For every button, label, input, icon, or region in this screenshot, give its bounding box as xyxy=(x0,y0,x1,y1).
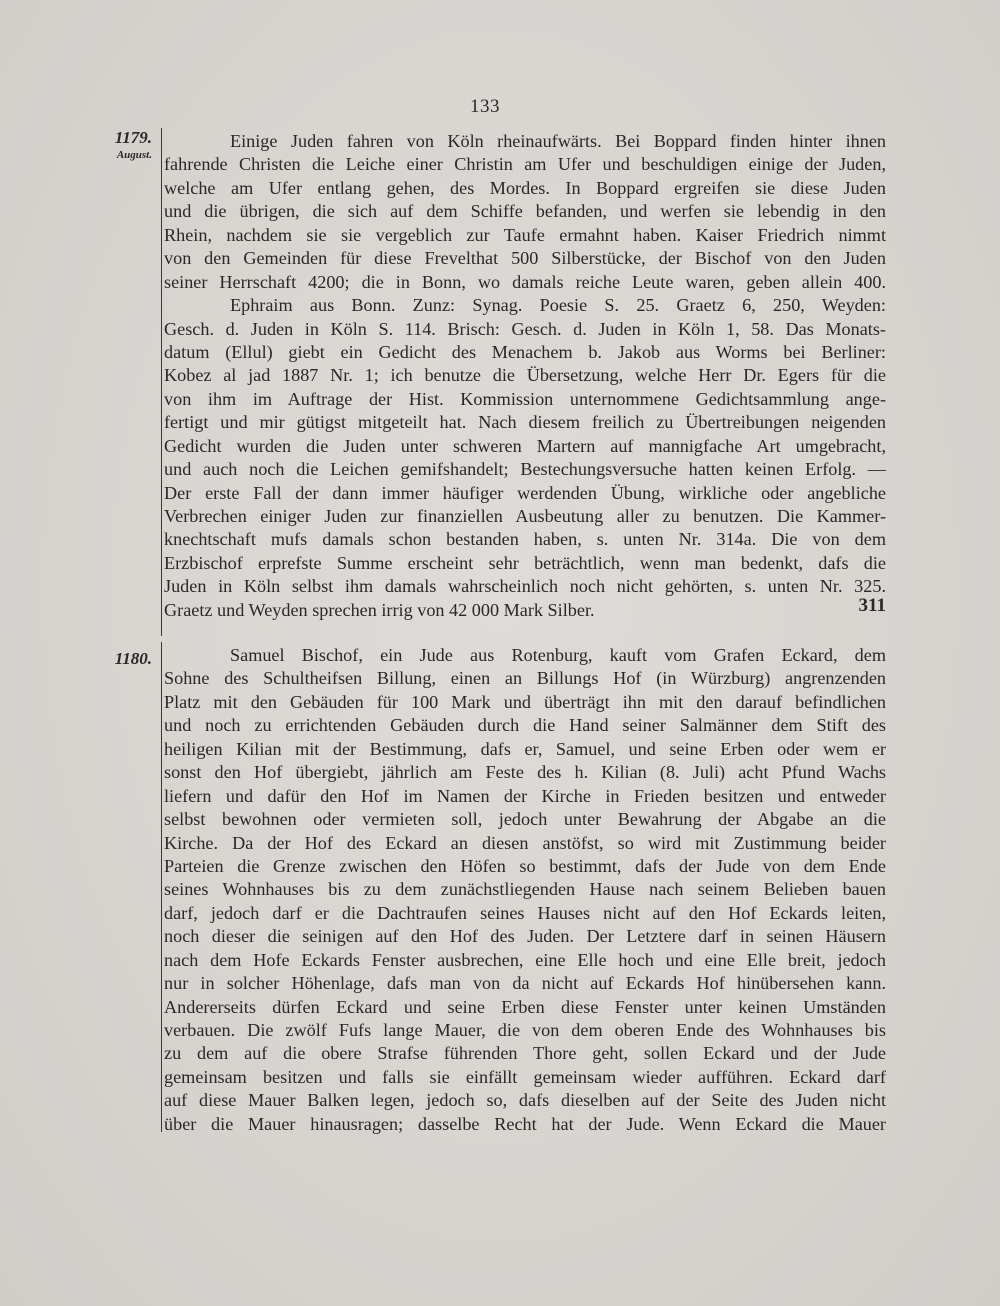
text-line: Gesch. d. Juden in Köln S. 114. Brisch: Gesch. d. Juden in Köln 1, 58. Das Monats- xyxy=(164,318,886,339)
text-line: fahrende Christen die Leiche einer Christin am Ufer und beschuldigen einige der Juden, xyxy=(164,154,886,175)
text-line: Verbrechen einiger Juden zur finanziellen Ausbeutung aller zu benutzen. Die Kammer- xyxy=(164,506,886,526)
text-line: seiner Herrschaft 4200; die in Bonn, wo damals reiche Leute waren, geben allein 400. xyxy=(164,271,886,292)
text-line: welche am Ufer entlang gehen, des Mordes. In Boppard ergreifen sie diese Juden xyxy=(164,177,886,198)
text-line: über die Mauer hinausragen; dasselbe Recht hat der Jude. Wenn Eckard die Mauer xyxy=(164,1113,886,1134)
text-line: Juden in Köln selbst ihm damals wahrscheinlich noch nicht gehörten, s. unten Nr. 325. xyxy=(164,576,886,597)
entry-month: August. xyxy=(116,149,152,161)
text-line: und auch noch die Leichen gemifshandelt; Bestechungsversuche hatten keinen Erfolg. — xyxy=(164,459,886,480)
text-line: zu dem auf die obere Strafse führenden Thore geht, sollen Eckard und der Jude xyxy=(164,1043,886,1064)
text-line: von den Gemeinden für diese Frevelthat 500 Silberstücke, der Bischof von den Juden xyxy=(164,248,886,269)
text-line: und die übrigen, die sich auf dem Schiffe befanden, und werfen sie lebendig in den xyxy=(164,201,886,222)
text-line: liefern und dafür den Hof im Namen der Kirche in Frieden besitzen und entweder xyxy=(164,785,886,806)
text-line: Samuel Bischof, ein Jude aus Rotenburg, kauft vom Grafen Eckard, dem xyxy=(230,645,886,665)
text-line: fertigt und mir gütigst mitgeteilt hat. Nach diesem freilich zu Übertreibungen neigenden xyxy=(164,412,886,433)
text-line: Platz mit den Gebäuden für 100 Mark und überträgt ihn mit den darauf befindlichen xyxy=(164,691,886,712)
text-line: Rhein, nachdem sie sie vergeblich zur Taufe ermahnt haben. Kaiser Friedrich nimmt xyxy=(164,224,886,245)
text-line: nach dem Hofe Eckards Fenster ausbrechen, eine Elle hoch und eine Elle breit, jedoch xyxy=(164,949,886,970)
entry-number: 311 xyxy=(858,595,886,616)
text-line: heiligen Kilian mit der Bestimmung, dafs er, Samuel, und seine Erben oder wem er xyxy=(164,738,886,759)
text-line: Graetz und Weyden sprechen irrig von 42 000 Mark Silber. xyxy=(164,599,595,620)
entry-year: 1180. xyxy=(114,649,152,668)
text-line: selbst bewohnen oder vermieten soll, jedoch unter Bewahrung der Abgabe an die xyxy=(164,809,886,830)
text-line: sonst den Hof übergiebt, jährlich am Feste des h. Kilian (8. Juli) acht Pfund Wachs xyxy=(164,762,886,783)
entry-text xyxy=(164,644,886,1136)
text-line: Gedicht wurden die Juden unter schweren Martern auf mannigfache Art umgebracht, xyxy=(164,435,886,456)
text-line: Kobez al jad 1887 Nr. 1; ich benutze die Übersetzung, welche Herr Dr. Egers für die xyxy=(164,365,886,386)
text-line: Parteien die Grenze zwischen den Höfen so bestimmt, dafs der Jude von dem Ende xyxy=(164,855,886,876)
text-line: Andererseits dürfen Eckard und seine Erben diese Fenster unter keinen Umständen xyxy=(164,996,886,1017)
text-line: knechtschaft mufs damals schon bestanden haben, s. unten Nr. 314a. Die von dem xyxy=(164,529,886,550)
text-line: Der erste Fall der dann immer häufiger werdenden Übung, wirkliche oder angebliche xyxy=(164,482,886,503)
text-line: gemeinsam besitzen und falls sie einfällt gemeinsam wieder aufführen. Eckard darf xyxy=(164,1066,886,1087)
text-line: Kirche. Da der Hof des Eckard an diesen anstöfst, so wird mit Zustimmung beider xyxy=(164,832,886,853)
text-line: und noch zu errichtenden Gebäuden durch die Hand seiner Salmänner dem Stift des xyxy=(164,715,886,736)
entry-year: 1179. xyxy=(114,128,152,147)
text-line: noch dieser die seinigen auf den Hof des Juden. Der Letztere darf in seinen Häusern xyxy=(164,926,886,947)
margin-rule xyxy=(161,128,162,636)
text-line: seines Wohnhauses bis zu dem zunächstliegenden Hause nach seinem Belieben bauen xyxy=(164,879,886,900)
margin-rule xyxy=(161,642,162,1132)
text-line: darf, jedoch darf er die Dachtraufen seines Hauses nicht auf den Hof Eckards leiten, xyxy=(164,902,886,923)
page-number: 133 xyxy=(470,96,500,117)
text-line: nur in solcher Höhenlage, dafs man von da nicht auf Eckards Hof hinübersehen kann. xyxy=(164,973,886,994)
text-line: Einige Juden fahren von Köln rheinaufwärts. Bei Boppard finden hinter ihnen xyxy=(230,131,886,151)
text-line: von ihm im Auftrage der Hist. Kommission unternommene Gedichtsammlung ange- xyxy=(164,388,886,409)
text-line: auf diese Mauer Balken legen, jedoch so, dafs dieselben auf der Seite des Juden nicht xyxy=(164,1090,886,1111)
text-line: datum (Ellul) giebt ein Gedicht des Menachem b. Jakob aus Worms bei Berliner: xyxy=(164,341,886,362)
text-line: Erzbischof erprefste Summe erscheint sehr beträchtlich, wenn man bedenkt, dafs die xyxy=(164,552,886,573)
text-line: Sohne des Schultheifsen Billung, einen an Billungs Hof (in Würzburg) angrenzenden xyxy=(164,668,886,689)
text-line: verbauen. Die zwölf Fufs lange Mauer, die von dem oberen Ende des Wohnhauses bis xyxy=(164,1020,886,1040)
entry-text xyxy=(164,130,886,622)
text-line: Ephraim aus Bonn. Zunz: Synag. Poesie S. 25. Graetz 6, 250, Weyden: xyxy=(230,295,886,316)
